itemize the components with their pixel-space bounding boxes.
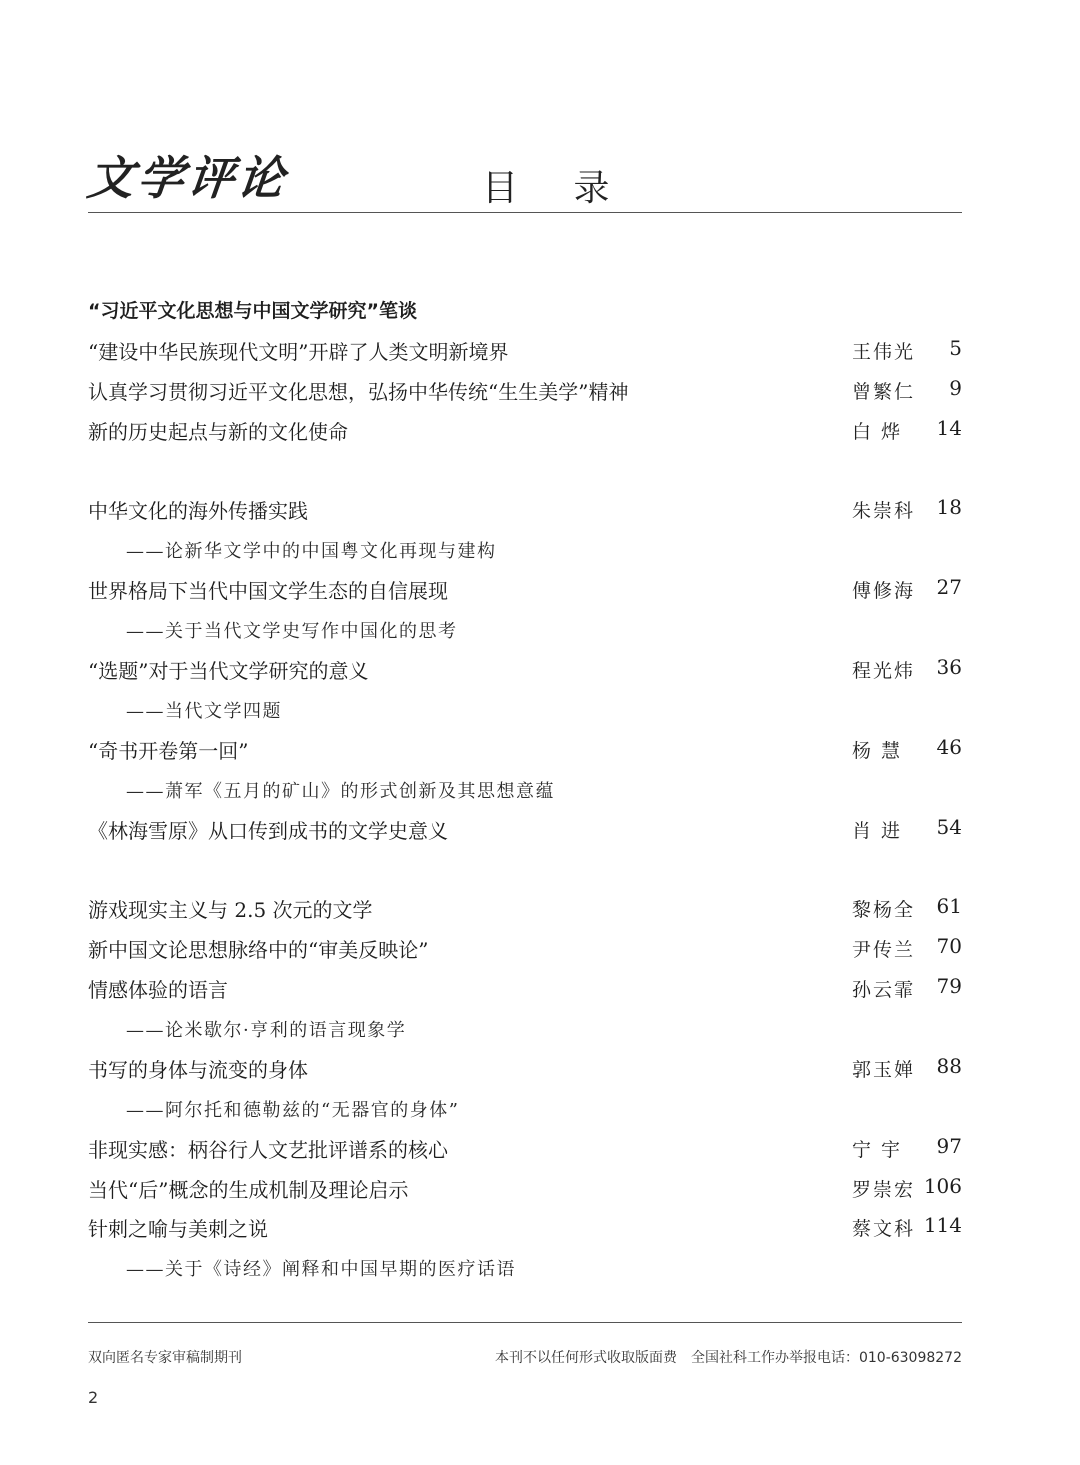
entry-page-number: 70 [936, 934, 962, 958]
entry-title: “选题”对于当代文学研究的意义 [88, 659, 369, 683]
toc-entry[interactable] [88, 336, 962, 366]
entry-author: 宁 宇 [852, 1139, 903, 1161]
entry-subtitle: ——论米歇尔·亨利的语言现象学 [126, 1020, 407, 1041]
entry-page-number: 79 [936, 974, 962, 998]
toc-entry[interactable] [88, 974, 962, 1004]
entry-page-number: 106 [923, 1174, 962, 1198]
entry-author: 曾繁仁 [852, 381, 916, 403]
toc-entry[interactable] [88, 575, 962, 605]
entry-author: 郭玉婵 [852, 1059, 916, 1081]
entry-page-number: 9 [949, 376, 962, 400]
footer-divider [88, 1322, 962, 1323]
entry-subtitle: ——关于当代文学史写作中国化的思考 [126, 621, 458, 642]
entry-author: 王伟光 [852, 341, 916, 363]
entry-page-number: 54 [936, 815, 962, 839]
entry-page-number: 5 [949, 336, 962, 360]
entry-title: 书写的身体与流变的身体 [88, 1058, 308, 1082]
entry-subtitle: ——论新华文学中的中国粤文化再现与建构 [126, 541, 497, 562]
section-heading: “习近平文化思想与中国文学研究”笔谈 [88, 300, 417, 322]
entry-subtitle: ——关于《诗经》阐释和中国早期的医疗话语 [126, 1259, 516, 1280]
page-title: 目 录 [482, 168, 632, 209]
toc-entry[interactable] [88, 815, 962, 845]
entry-author: 尹传兰 [852, 939, 916, 961]
entry-title: 情感体验的语言 [88, 978, 228, 1002]
entry-title: 中华文化的海外传播实践 [88, 499, 308, 523]
entry-subtitle: ——当代文学四题 [126, 701, 282, 722]
header-divider [88, 212, 962, 213]
entry-title: “奇书开卷第一回” [88, 739, 249, 763]
entry-title: 世界格局下当代中国文学生态的自信展现 [88, 579, 448, 603]
toc-entry[interactable] [88, 376, 962, 406]
toc-entry[interactable] [88, 416, 962, 446]
entry-title: 非现实感：柄谷行人文艺批评谱系的核心 [88, 1138, 448, 1162]
toc-entry[interactable] [88, 934, 962, 964]
entry-author: 程光炜 [852, 660, 916, 682]
entry-title: “建设中华民族现代文明”开辟了人类文明新境界 [88, 340, 509, 364]
entry-title: 新中国文论思想脉络中的“审美反映论” [88, 938, 429, 962]
entry-page-number: 88 [936, 1054, 962, 1078]
entry-subtitle: ——萧军《五月的矿山》的形式创新及其思想意蕴 [126, 781, 555, 802]
masthead [84, 140, 962, 214]
toc-entry[interactable] [88, 1134, 962, 1164]
entry-author: 罗崇宏 [852, 1179, 916, 1201]
report-hotline: 全国社科工作办举报电话：010-63098272 [690, 1350, 962, 1366]
entry-author: 黎杨全 [852, 899, 916, 921]
fee-notice: 本刊不以任何形式收取版面费 [494, 1350, 677, 1366]
toc-entry[interactable] [88, 495, 962, 525]
toc-entry[interactable] [88, 1213, 962, 1243]
entry-author: 蔡文科 [852, 1218, 916, 1240]
entry-author: 杨 慧 [852, 740, 903, 762]
entry-title: 新的历史起点与新的文化使命 [88, 420, 348, 444]
entry-subtitle: ——阿尔托和德勒兹的“无器官的身体” [126, 1100, 460, 1121]
entry-page-number: 46 [936, 735, 962, 759]
entry-author: 肖 进 [852, 820, 903, 842]
footer-notice [495, 1347, 962, 1367]
entry-author: 白 烨 [852, 421, 903, 443]
entry-page-number: 36 [936, 655, 962, 679]
toc-entry[interactable] [88, 655, 962, 685]
entry-author: 朱崇科 [852, 500, 916, 522]
toc-entry[interactable] [88, 735, 962, 765]
entry-author: 孙云霏 [852, 979, 916, 1001]
entry-page-number: 97 [936, 1134, 962, 1158]
entry-title: 当代“后”概念的生成机制及理论启示 [88, 1178, 409, 1202]
entry-page-number: 114 [923, 1213, 962, 1237]
journal-logo: 文学评论 [84, 151, 291, 205]
page-number: 2 [88, 1388, 99, 1407]
entry-page-number: 27 [936, 575, 962, 599]
toc-entry[interactable] [88, 1054, 962, 1084]
entry-author: 傅修海 [852, 580, 916, 602]
entry-page-number: 18 [936, 495, 962, 519]
entry-page-number: 61 [936, 894, 962, 918]
entry-title: 针刺之喻与美刺之说 [88, 1217, 268, 1241]
entry-title: 游戏现实主义与 2.5 次元的文学 [88, 898, 373, 922]
entry-page-number: 14 [936, 416, 962, 440]
entry-title: 认真学习贯彻习近平文化思想，弘扬中华传统“生生美学”精神 [88, 380, 629, 404]
entry-title: 《林海雪原》从口传到成书的文学史意义 [88, 819, 448, 843]
toc-entry[interactable] [88, 1174, 962, 1204]
peer-review-note: 双向匿名专家审稿制期刊 [88, 1350, 242, 1366]
toc-entry[interactable] [88, 894, 962, 924]
